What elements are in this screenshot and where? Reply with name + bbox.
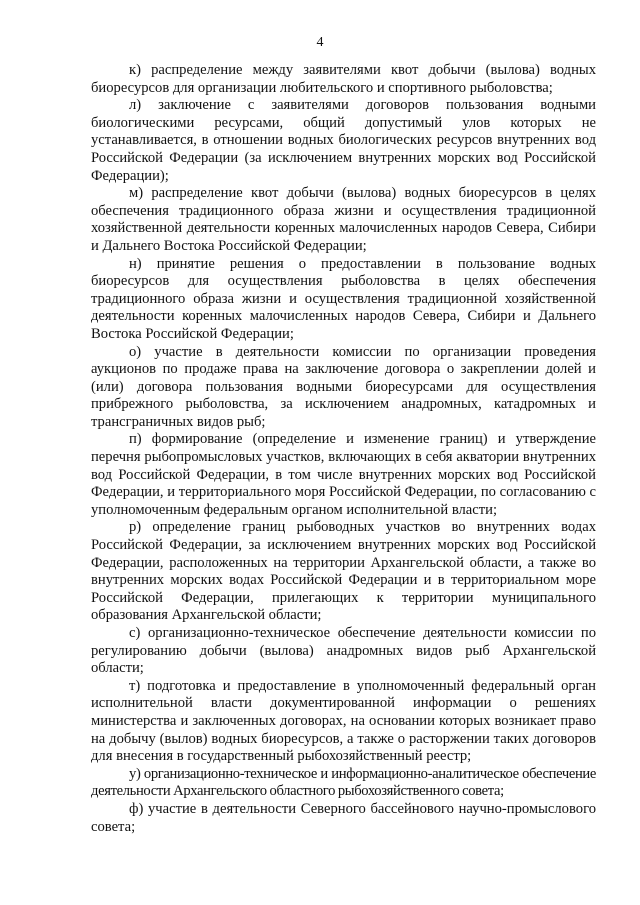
document-body [91,62,596,836]
paragraph-r: р) определение границ рыбоводных участков во внутренних водах Российской Федерации, за исключением внутренних морских вод Российской Федерации, расположенных на территории Архангельской области, а также во внутренних морских водах Российской Федерации и в территориальном море Российской Федерации, прилегающих к территории муниципального образования Архангельской области; [91,519,596,624]
paragraph-o: о) участие в деятельности комиссии по организации проведения аукционов по продаже права на заключение договора о закреплении долей и (или) договора пользования водными биоресурсами для осуществления прибрежного рыболовства, за исключением анадромных, катадромных и трансграничных видов рыб; [91,343,596,430]
paragraph-p: п) формирование (определение и изменение границ) и утверждение перечня рыбопромысловых участков, включающих в себя акватории внутренних вод Российской Федерации, в том числе внутренних морских вод Российской Федерации, и территориального моря Российской Федерации, по согласованию с уполномоченным федеральным органом исполнительной власти; [91,431,596,518]
paragraph-k: к) распределение между заявителями квот добычи (вылова) водных биоресурсов для организации любительского и спортивного рыболовства; [91,62,596,96]
paragraph-u: у) организационно-техническое и информационно-аналитическое обеспечение деятельности Архангельского областного рыбохозяйственного совета; [91,765,596,800]
paragraph-t: т) подготовка и предоставление в уполномоченный федеральный орган исполнительной власти документированной информации о решениях министерства и заключенных договорах, на основании которых возникает право на добычу (вылов) водных биоресурсов, а также о расторжении таких договоров для внесения в государственный рыбохозяйственный реестр; [91,677,596,765]
page-number: 4 [316,35,324,50]
paragraph-f: ф) участие в деятельности Северного бассейнового научно-промыслового совета; [91,800,596,835]
paragraph-n: н) принятие решения о предоставлении в пользование водных биоресурсов для осуществления рыболовства в целях обеспечения традиционного образа жизни и осуществления традиционной хозяйственной деятельности коренных малочисленных народов Севера, Сибири и Дальнего Востока Российской Федерации; [91,255,596,342]
paragraph-l: л) заключение с заявителями договоров пользования водными биологическими ресурсами, общий допустимый улов которых не устанавливается, в отношении водных биологических ресурсов внутренних вод Российской Федерации (за исключением внутренних морских вод Российской Федерации); [91,97,596,184]
paragraph-m: м) распределение квот добычи (вылова) водных биоресурсов в целях обеспечения традиционного образа жизни и осуществления традиционной хозяйственной деятельности коренных малочисленных народов Севера, Сибири и Дальнего Востока Российской Федерации; [91,185,596,254]
paragraph-s: с) организационно-техническое обеспечение деятельности комиссии по регулированию добычи (вылова) анадромных видов рыб Архангельской области; [91,625,596,677]
